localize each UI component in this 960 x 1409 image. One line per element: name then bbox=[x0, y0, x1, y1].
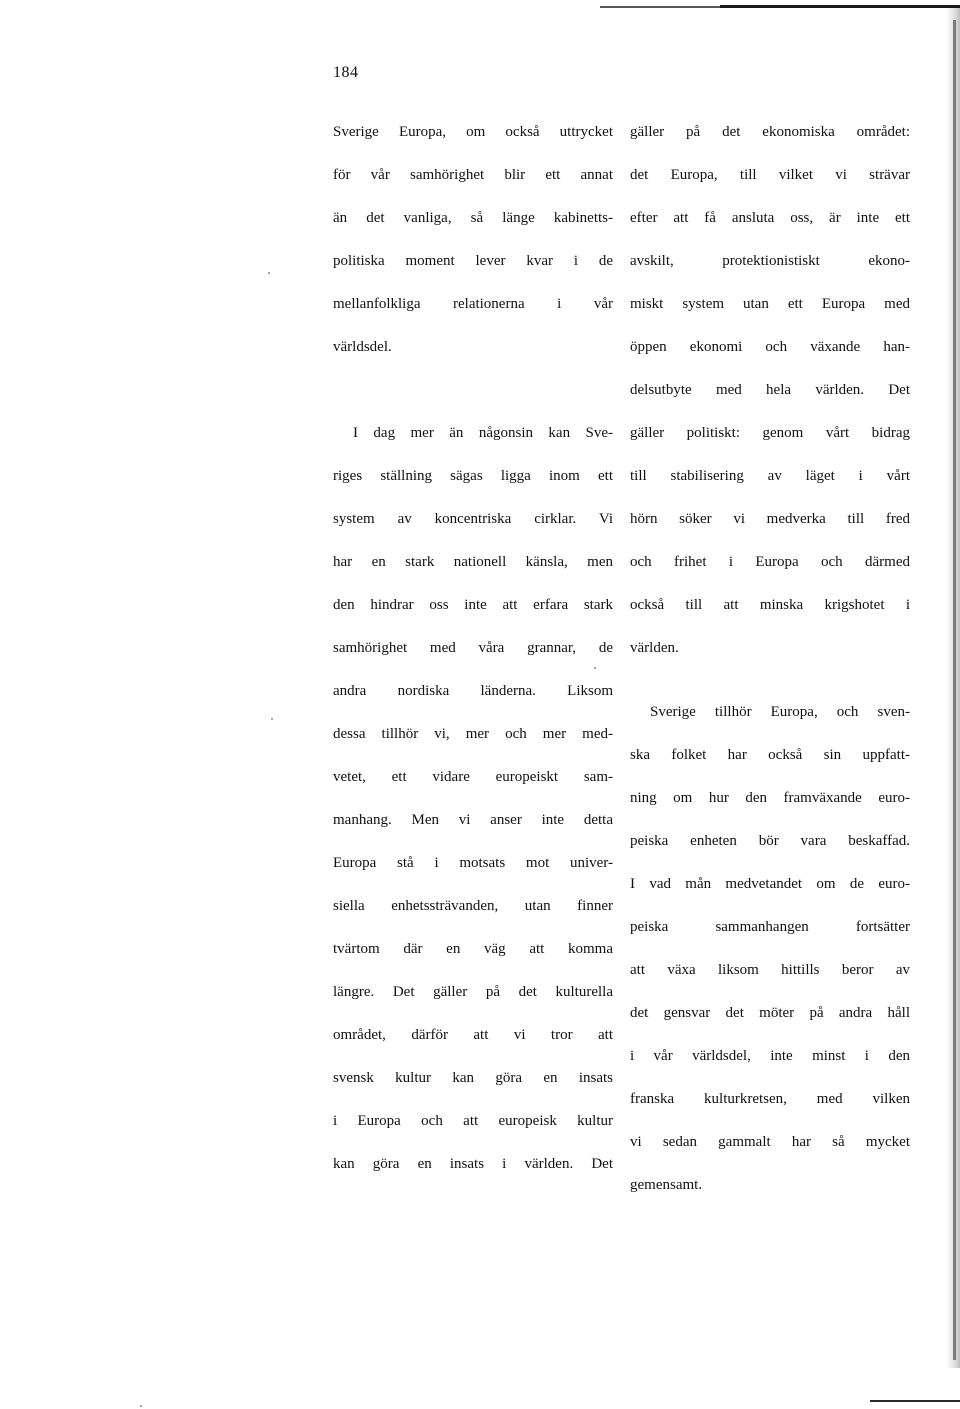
text-line: i Europa och att europeisk kultur bbox=[333, 1112, 613, 1129]
scan-edge-right bbox=[953, 20, 956, 1360]
text-line: Sverige Europa, om också uttrycket bbox=[333, 123, 613, 140]
text-line: Europa stå i motsats mot univer- bbox=[333, 854, 613, 871]
text-line: gäller på det ekonomiska området: bbox=[630, 123, 910, 140]
text-line: den hindrar oss inte att erfara stark bbox=[333, 596, 613, 613]
text-line: samhörighet med våra grannar, de bbox=[333, 639, 613, 656]
text-line: att växa liksom hittills beror av bbox=[630, 962, 910, 978]
paragraph bbox=[333, 100, 613, 380]
page-number: 184 bbox=[333, 64, 359, 81]
text-line: än det vanliga, så länge kabinetts- bbox=[333, 209, 613, 226]
text-line: i vår världsdel, inte minst i den bbox=[630, 1048, 910, 1064]
text-line: hörn söker vi medverka till fred bbox=[630, 510, 910, 527]
text-line: andra nordiska länderna. Liksom bbox=[333, 682, 613, 699]
paragraph bbox=[630, 100, 910, 681]
text-line: ska folket har också sin uppfatt- bbox=[630, 747, 910, 763]
text-line: I vad mån medvetandet om de euro- bbox=[630, 876, 910, 892]
text-line: vi sedan gammalt har så mycket bbox=[630, 1134, 910, 1150]
text-column-left bbox=[333, 100, 613, 1197]
text-line: det gensvar det möter på andra håll bbox=[630, 1005, 910, 1021]
scan-speck bbox=[271, 718, 273, 720]
text-line: världen. bbox=[630, 639, 679, 656]
text-line: avskilt, protektionistiskt ekono- bbox=[630, 252, 910, 269]
text-line: också till att minska krigshotet i bbox=[630, 596, 910, 613]
text-line: system av koncentriska cirklar. Vi bbox=[333, 510, 613, 527]
text-line: det Europa, till vilket vi strävar bbox=[630, 166, 910, 183]
text-line: siella enhetssträvanden, utan finner bbox=[333, 897, 613, 914]
text-line: ning om hur den framväxande euro- bbox=[630, 790, 910, 806]
text-line: politiska moment lever kvar i de bbox=[333, 252, 613, 269]
text-line: peiska enheten bör vara beskaffad. bbox=[630, 833, 910, 849]
text-line: efter att få ansluta oss, är inte ett bbox=[630, 209, 910, 226]
scan-speck bbox=[140, 1405, 142, 1407]
text-line: gemensamt. bbox=[630, 1177, 703, 1193]
text-line: öppen ekonomi och växande han- bbox=[630, 338, 910, 355]
scan-edge-top-left bbox=[600, 6, 720, 8]
text-line: mellanfolkliga relationerna i vår bbox=[333, 295, 613, 312]
text-line: manhang. Men vi anser inte detta bbox=[333, 811, 613, 828]
text-line: tvärtom där en väg att komma bbox=[333, 940, 613, 957]
text-line: I dag mer än någonsin kan Sve- bbox=[353, 424, 613, 441]
paragraph bbox=[630, 681, 910, 1219]
text-line: peiska sammanhangen fortsätter bbox=[630, 919, 910, 935]
text-line: delsutbyte med hela världen. Det bbox=[630, 381, 910, 398]
text-line: dessa tillhör vi, mer och mer med- bbox=[333, 725, 613, 742]
text-line: franska kulturkretsen, med vilken bbox=[630, 1091, 910, 1107]
text-line: miskt system utan ett Europa med bbox=[630, 295, 910, 312]
text-column-right bbox=[630, 100, 910, 1218]
text-line: svensk kultur kan göra en insats bbox=[333, 1069, 613, 1086]
text-line: området, därför att vi tror att bbox=[333, 1026, 613, 1043]
text-line: för vår samhörighet blir ett annat bbox=[333, 166, 613, 183]
scan-edge-bottom bbox=[870, 1400, 960, 1402]
scan-edge-top bbox=[720, 5, 960, 8]
paragraph bbox=[333, 401, 613, 1197]
text-line: gäller politiskt: genom vårt bidrag bbox=[630, 424, 910, 441]
text-line: kan göra en insats i världen. Det bbox=[333, 1155, 613, 1172]
text-line: världsdel. bbox=[333, 338, 392, 355]
text-line: riges ställning sägas ligga inom ett bbox=[333, 467, 613, 484]
text-line: har en stark nationell känsla, men bbox=[333, 553, 613, 570]
scan-speck bbox=[268, 272, 270, 274]
text-line: vetet, ett vidare europeiskt sam- bbox=[333, 768, 613, 785]
text-line: till stabilisering av läget i vårt bbox=[630, 467, 910, 484]
text-line: Sverige tillhör Europa, och sven- bbox=[650, 704, 910, 720]
text-line: och frihet i Europa och därmed bbox=[630, 553, 910, 570]
text-line: längre. Det gäller på det kulturella bbox=[333, 983, 613, 1000]
